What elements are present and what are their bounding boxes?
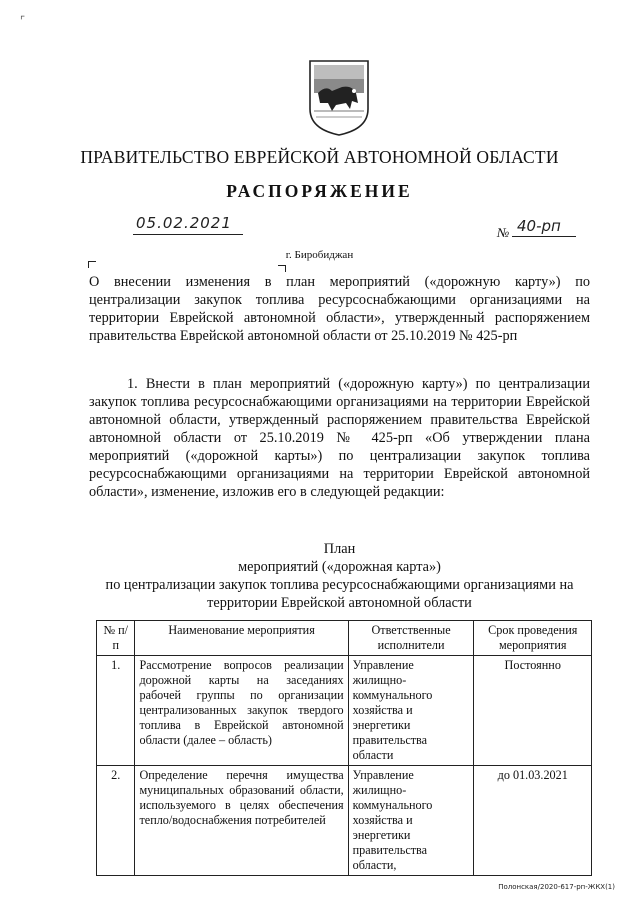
- document-subject: [89, 273, 590, 345]
- footer-reference: Полонская/2020-617-рп-ЖКХ(1): [498, 883, 615, 891]
- document-number: 40-рп: [517, 217, 561, 235]
- corner-mark: ⌜: [20, 14, 26, 27]
- header-name: Наименование мероприятия: [135, 621, 348, 656]
- row-num: 2.: [97, 766, 135, 876]
- table-header-row: [97, 621, 592, 656]
- header-num: № п/п: [97, 621, 135, 656]
- date-underline: [133, 234, 243, 235]
- row-num: 1.: [97, 656, 135, 766]
- plan-heading: [89, 540, 590, 612]
- document-date: 05.02.2021: [136, 214, 232, 232]
- row-name: Рассмотрение вопросов реализации дорожной карты на заседаниях рабочей группы по организации централизованных закупок твердого топлива в Еврейской автономной области (далее – область): [135, 656, 348, 766]
- table-row: [97, 656, 592, 766]
- government-title: ПРАВИТЕЛЬСТВО ЕВРЕЙСКОЙ АВТОНОМНОЙ ОБЛАСТИ: [80, 147, 559, 167]
- row-resp: Управление жилищно-коммунального хозяйства и энергетики правительства области,: [348, 766, 474, 876]
- number-underline: [512, 236, 576, 237]
- coat-of-arms-icon: [306, 57, 372, 137]
- plan-subject-line-1: по централизации закупок топлива ресурсоснабжающими организациями на: [105, 577, 574, 593]
- title-bracket-left: [88, 261, 96, 268]
- number-label: №: [497, 225, 510, 240]
- row-resp: Управление жилищно-коммунального хозяйства и энергетики правительства области: [348, 656, 474, 766]
- plan-subtitle: мероприятий («дорожная карта»): [238, 559, 441, 575]
- row-date: Постоянно: [474, 656, 592, 766]
- header-date: Срок проведения мероприятия: [474, 621, 592, 656]
- document-body: [89, 375, 590, 501]
- row-date: до 01.03.2021: [474, 766, 592, 876]
- row-name: Определение перечня имущества муниципальных образований области, используемого в целях обеспечения тепло/водоснабжения потребителей: [135, 766, 348, 876]
- body-paragraph: 1. Внести в план мероприятий («дорожную карту») по централизации закупок топлива ресурсоснабжающими организациями на территории Еврейской автономной области, утвержденный распоряжением правительства Еврейской автономной области от 25.10.2019 № 425-рп «Об утверждении плана мероприятий («дорожной карты») по централизации закупок топлива ресурсоснабжающими организациями на территории Еврейской автономной области», изменение, изложив его в следующей редакции:: [89, 376, 590, 500]
- city-name: г. Биробиджан: [285, 249, 354, 261]
- document-type: РАСПОРЯЖЕНИЕ: [226, 181, 413, 201]
- plan-subject-line-2: территории Еврейской автономной области: [207, 595, 472, 611]
- table-row: [97, 766, 592, 876]
- plan-table: [96, 620, 592, 876]
- subject-text: О внесении изменения в план мероприятий («дорожную карту») по централизации закупок топлива ресурсоснабжающими организациями на территории Еврейской автономной области», утвержденный распоряжением правительства Еврейской автономной области от 25.10.2019 № 425-рп: [89, 274, 590, 344]
- plan-title: План: [323, 541, 356, 557]
- title-bracket-right: [278, 265, 286, 272]
- header-resp: Ответственные исполнители: [348, 621, 474, 656]
